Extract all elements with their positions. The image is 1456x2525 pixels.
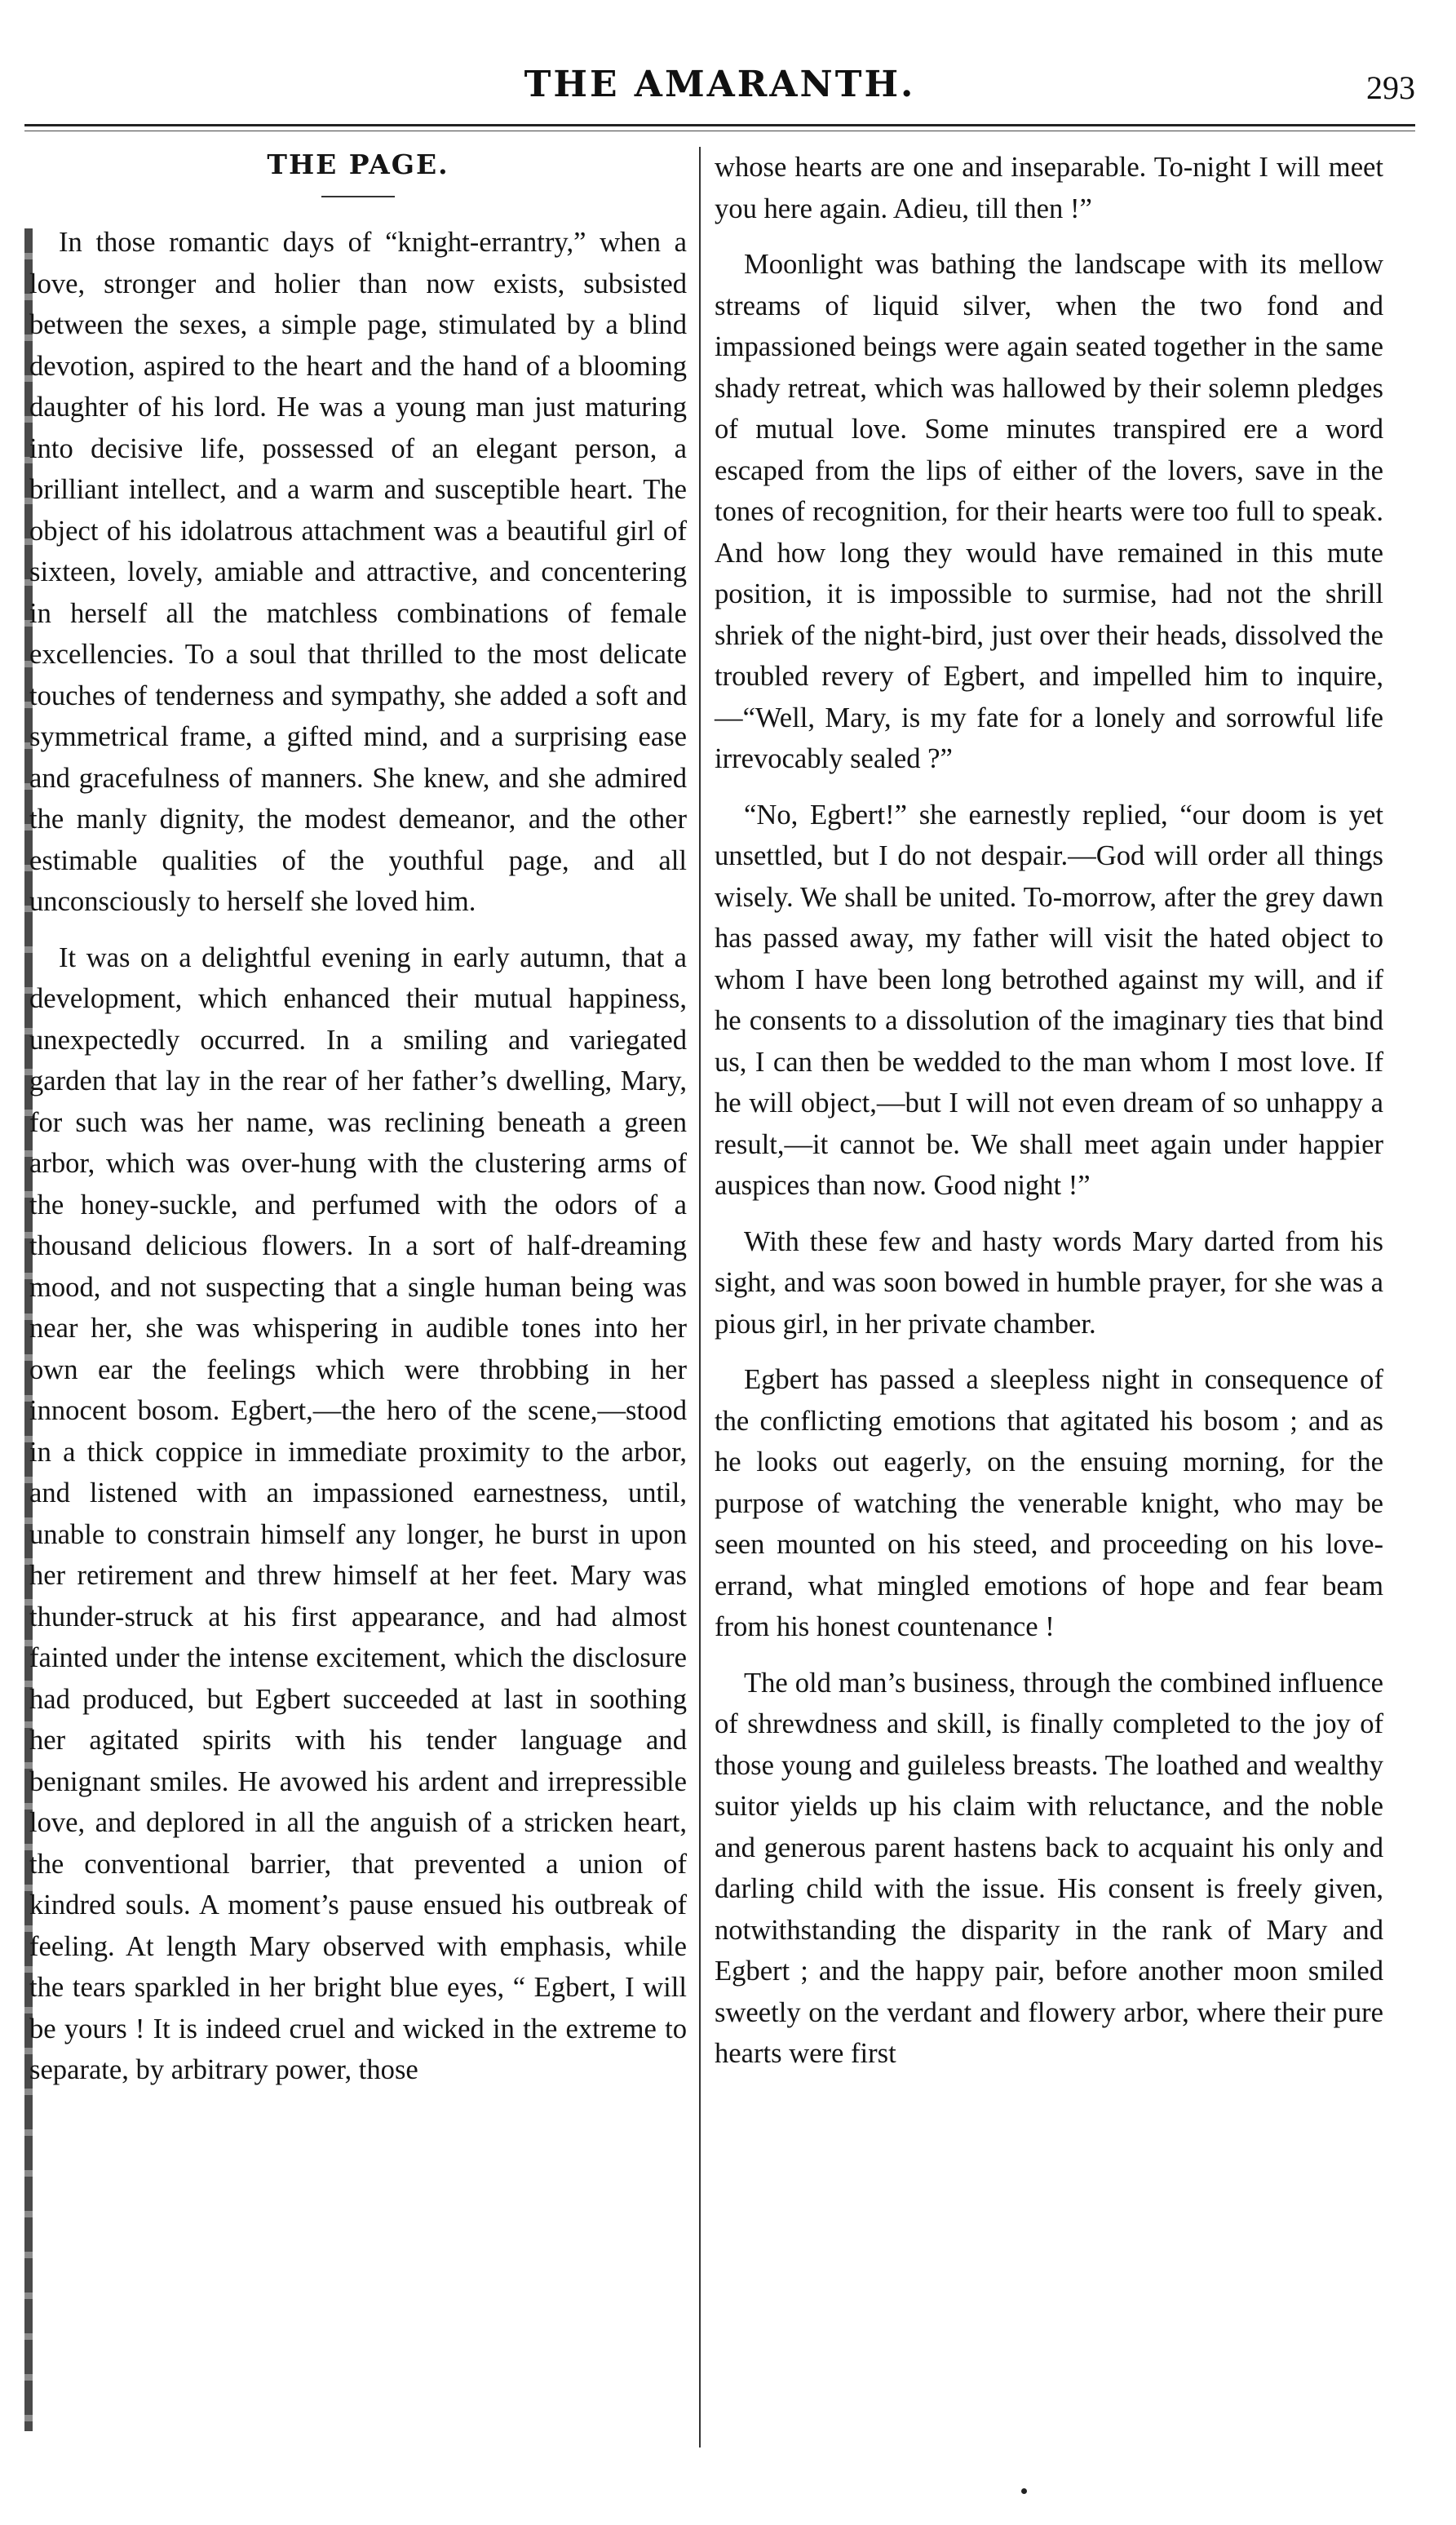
- right-column: [715, 147, 1383, 2089]
- header-rule: [24, 124, 1415, 126]
- paragraph: The old man’s business, through the combined influence of shrewdness and skill, is finally completed to the joy of those young and guileless breasts. The loathed and wealthy suitor yields up his claim with reluctance, and the noble and generous parent hastens back to acquaint his only and darling child with the issue. His consent is freely given, notwithstanding the disparity in the rank of Mary and Egbert ; and the happy pair, before another moon smiled sweetly on the verdant and flowery arbor, where their pure hearts were first: [715, 1667, 1383, 2069]
- ink-speck: [1021, 2488, 1027, 2494]
- title-rule: [321, 196, 395, 197]
- running-head: [24, 59, 1415, 116]
- page-number: 293: [1366, 69, 1415, 106]
- article-title: THE PAGE.: [267, 148, 449, 180]
- paragraph: Egbert has passed a sleepless night in consequence of the conflicting emotions that agitated his bosom ; and as he looks out eagerly, on the ensuing morning, for the purpose of watching the venerable knight, who may be seen mounted on his steed, and proceeding on his love-errand, what mingled emotions of hope and fear beam from his honest countenance !: [715, 1364, 1383, 1642]
- paragraph: It was on a delightful evening in early autumn, that a development, which enhanced their mutual happiness, unexpectedly occurred. In a smiling and variegated garden that lay in the rear of her father’s dwelling, Mary, for such was her name, was reclining beneath a green arbor, which was over-hung with the clustering arms of the honey-suckle, and perfumed with the odors of a thousand delicious flowers. In a sort of half-dreaming mood, and not suspecting that a single human being was near her, she was whispering in audible tones into her own ear the feelings which were throbbing in her innocent bosom. Egbert,—the hero of the scene,—stood in a thick coppice in immediate proximity to the arbor, and listened with an impassioned earnestness, until, unable to constrain himself any longer, he burst in upon her retirement and threw himself at her feet. Mary was thunder-struck at his first appearance, and had almost fainted under the intense excitement, which the disclosure had produced, but Egbert succeeded at last in soothing her agitated spirits with his tender language and benignant smiles. He avowed his ardent and irrepressible love, and deplored in all the anguish of a stricken heart, the conventional barrier, that prevented a union of kindred souls. A moment’s pause ensued his outbreak of feeling. At length Mary observed with emphasis, while the tears sparkled in her bright blue eyes, “ Egbert, I will be yours ! It is indeed cruel and wicked in the extreme to separate, by arbitrary power, those: [29, 941, 687, 2085]
- paragraph: With these few and hasty words Mary darted from his sight, and was soon bowed in humble prayer, for she was a pious girl, in her private chamber.: [715, 1225, 1383, 1340]
- journal-title: THE AMARANTH.: [524, 64, 916, 105]
- paragraph: “No, Egbert!” she earnestly replied, “our doom is yet unsettled, but I do not despair.—God will order all things wisely. We shall be united. To-morrow, after the grey dawn has passed away, my father will visit the hated object to whom I have been long betrothed against my will, and if he consents to a dissolution of the imaginary ties that bind us, I can then be wedded to the man whom I most love. If he will object,—but I will not even dream of so unhappy a result,—it cannot be. We shall meet again under happier auspices than now. Good night !”: [715, 799, 1383, 1201]
- paragraph: In those romantic days of “knight-errantry,” when a love, stronger and holier than now exists, subsisted between the sexes, a simple page, stimulated by a blind devotion, aspired to the heart and the hand of a blooming daughter of his lord. He was a young man just maturing into decisive life, possessed of an elegant person, a brilliant intellect, and a warm and susceptible heart. The object of his idolatrous attachment was a beautiful girl of sixteen, lovely, amiable and attractive, and concentering in herself all the matchless combinations of female excellencies. To a soul that thrilled to the most delicate touches of tenderness and sympathy, she added a soft and symmetrical frame, a gifted mind, and a surprising ease and gracefulness of manners. She knew, and she admired the manly dignity, the modest demeanor, and the other estimable qualities of the youthful page, and all unconsciously to herself she loved him.: [29, 227, 687, 917]
- column-divider: [699, 147, 701, 2447]
- paragraph: whose hearts are one and inseparable. To-night I will meet you here again. Adieu, till then !”: [715, 152, 1383, 224]
- left-column: [29, 147, 687, 2106]
- paragraph: Moonlight was bathing the landscape with its mellow streams of liquid silver, when the two fond and impassioned beings were again seated together in the same shady retreat, which was hallowed by their solemn pledges of mutual love. Some minutes transpired ere a word escaped from the lips of either of the lovers, save in the tones of recognition, for their hearts were too full to speak. And how long they would have remained in this mute position, it is impossible to surmise, had not the shrill shriek of the night-bird, just over their heads, dissolved the troubled revery of Egbert, and impelled him to inquire,—“Well, Mary, is my fate for a lonely and sorrowful life irrevocably sealed ?”: [715, 249, 1383, 774]
